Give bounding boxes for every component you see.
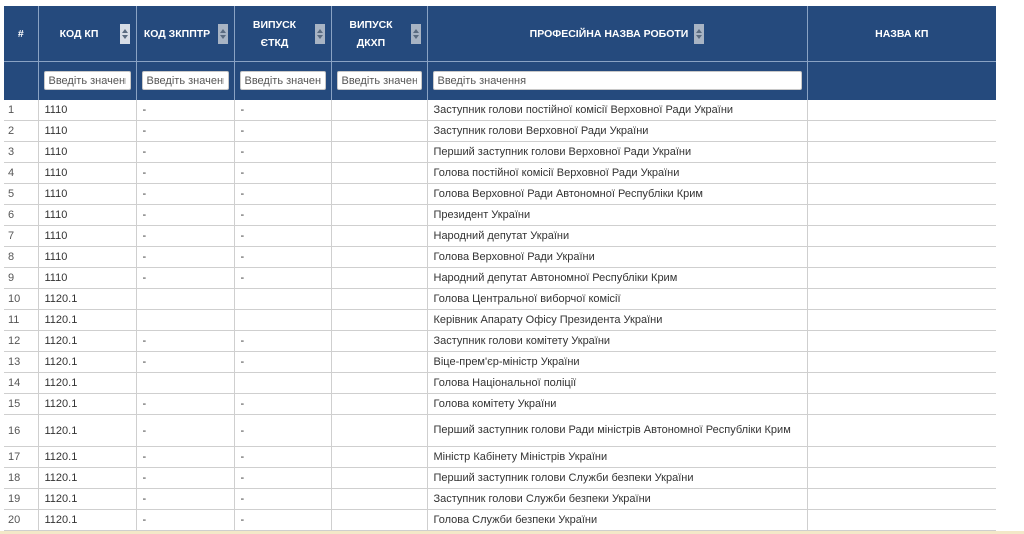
table-row[interactable]	[4, 510, 996, 531]
cell-vypusk-etkd: -	[234, 468, 331, 489]
header-kod-zkpptr-label: КОД ЗКППТР	[143, 27, 211, 40]
cell-num: 2	[4, 121, 38, 142]
cell-kod-kp: 1120.1	[38, 289, 136, 310]
table-body	[4, 100, 996, 531]
cell-kod-kp: 1110	[38, 142, 136, 163]
cell-kod-kp: 1120.1	[38, 310, 136, 331]
cell-kod-zkpptr: -	[136, 447, 234, 468]
cell-nazva-kp	[807, 100, 996, 121]
cell-vypusk-dkhp	[331, 142, 427, 163]
cell-num: 14	[4, 373, 38, 394]
sort-icon[interactable]	[218, 24, 228, 44]
cell-vypusk-dkhp	[331, 447, 427, 468]
cell-vypusk-etkd: -	[234, 394, 331, 415]
cell-vypusk-etkd: -	[234, 184, 331, 205]
cell-kod-kp: 1120.1	[38, 352, 136, 373]
cell-kod-kp: 1110	[38, 226, 136, 247]
cell-kod-zkpptr: -	[136, 100, 234, 121]
filter-cell-num	[4, 62, 38, 100]
filter-cell-nazva-kp	[807, 62, 996, 100]
cell-vypusk-etkd: -	[234, 142, 331, 163]
cell-vypusk-etkd: -	[234, 415, 331, 447]
cell-kod-kp: 1110	[38, 121, 136, 142]
cell-vypusk-etkd: -	[234, 447, 331, 468]
cell-num: 19	[4, 489, 38, 510]
cell-vypusk-etkd: -	[234, 489, 331, 510]
table-row[interactable]	[4, 268, 996, 289]
table-row[interactable]	[4, 331, 996, 352]
table-container	[4, 6, 996, 531]
cell-kod-kp: 1120.1	[38, 331, 136, 352]
cell-kod-zkpptr: -	[136, 352, 234, 373]
filter-cell-profession	[427, 62, 807, 100]
cell-num: 11	[4, 310, 38, 331]
cell-kod-kp: 1120.1	[38, 510, 136, 531]
filter-profession-input[interactable]	[433, 71, 802, 90]
cell-num: 16	[4, 415, 38, 447]
cell-profession: Народний депутат України	[427, 226, 807, 247]
filter-kod-kp-input[interactable]	[44, 71, 131, 90]
cell-nazva-kp	[807, 142, 996, 163]
table-row[interactable]	[4, 100, 996, 121]
cell-nazva-kp	[807, 226, 996, 247]
cell-kod-kp: 1110	[38, 184, 136, 205]
cell-vypusk-dkhp	[331, 205, 427, 226]
cell-kod-kp: 1120.1	[38, 394, 136, 415]
cell-vypusk-etkd: -	[234, 331, 331, 352]
cell-vypusk-dkhp	[331, 289, 427, 310]
cell-kod-zkpptr: -	[136, 489, 234, 510]
cell-kod-zkpptr: -	[136, 415, 234, 447]
cell-kod-zkpptr: -	[136, 394, 234, 415]
cell-nazva-kp	[807, 394, 996, 415]
cell-nazva-kp	[807, 331, 996, 352]
cell-vypusk-dkhp	[331, 394, 427, 415]
cell-profession: Голова постійної комісії Верховної Ради України	[427, 163, 807, 184]
cell-nazva-kp	[807, 352, 996, 373]
cell-vypusk-dkhp	[331, 100, 427, 121]
header-kod-kp[interactable]	[38, 6, 136, 62]
cell-vypusk-dkhp	[331, 331, 427, 352]
cell-vypusk-dkhp	[331, 510, 427, 531]
cell-vypusk-dkhp	[331, 468, 427, 489]
header-kod-kp-label: КОД КП	[59, 27, 99, 40]
cell-num: 8	[4, 247, 38, 268]
cell-vypusk-dkhp	[331, 163, 427, 184]
cell-kod-kp: 1110	[38, 163, 136, 184]
cell-vypusk-dkhp	[331, 310, 427, 331]
table-row[interactable]	[4, 226, 996, 247]
cell-vypusk-dkhp	[331, 373, 427, 394]
cell-kod-kp: 1110	[38, 247, 136, 268]
filter-vypusk-etkd-input[interactable]	[240, 71, 326, 90]
cell-kod-zkpptr: -	[136, 184, 234, 205]
header-vypusk-etkd-label: ВИПУСК ЄТКД	[252, 18, 297, 49]
table-row[interactable]	[4, 373, 996, 394]
cell-profession: Голова Національної поліції	[427, 373, 807, 394]
cell-kod-kp: 1120.1	[38, 373, 136, 394]
cell-num: 17	[4, 447, 38, 468]
cell-vypusk-etkd: -	[234, 226, 331, 247]
cell-kod-kp: 1120.1	[38, 468, 136, 489]
cell-kod-zkpptr: -	[136, 163, 234, 184]
cell-profession: Перший заступник голови Верховної Ради України	[427, 142, 807, 163]
cell-kod-kp: 1120.1	[38, 415, 136, 447]
cell-profession: Президент України	[427, 205, 807, 226]
cell-num: 12	[4, 331, 38, 352]
cell-profession: Голова Служби безпеки України	[427, 510, 807, 531]
table-row[interactable]	[4, 205, 996, 226]
filter-row	[4, 62, 996, 100]
occupations-table	[4, 6, 996, 531]
cell-vypusk-dkhp	[331, 226, 427, 247]
cell-kod-zkpptr: -	[136, 468, 234, 489]
cell-vypusk-etkd	[234, 373, 331, 394]
table-row[interactable]	[4, 121, 996, 142]
header-kod-zkpptr[interactable]	[136, 6, 234, 62]
cell-kod-kp: 1110	[38, 205, 136, 226]
cell-kod-kp: 1110	[38, 100, 136, 121]
cell-vypusk-etkd: -	[234, 121, 331, 142]
cell-profession: Заступник голови Верховної Ради України	[427, 121, 807, 142]
cell-nazva-kp	[807, 268, 996, 289]
cell-num: 15	[4, 394, 38, 415]
cell-kod-zkpptr	[136, 289, 234, 310]
cell-kod-zkpptr: -	[136, 247, 234, 268]
sort-icon[interactable]	[694, 24, 704, 44]
filter-kod-zkpptr-input[interactable]	[142, 71, 229, 90]
cell-vypusk-etkd: -	[234, 247, 331, 268]
cell-profession: Керівник Апарату Офісу Президента України	[427, 310, 807, 331]
cell-nazva-kp	[807, 289, 996, 310]
cell-profession: Заступник голови комітету України	[427, 331, 807, 352]
cell-nazva-kp	[807, 247, 996, 268]
cell-kod-kp: 1120.1	[38, 489, 136, 510]
cell-num: 20	[4, 510, 38, 531]
table-row[interactable]	[4, 184, 996, 205]
table-row[interactable]	[4, 468, 996, 489]
cell-num: 18	[4, 468, 38, 489]
header-profession-label: ПРОФЕСІЙНА НАЗВА РОБОТИ	[529, 27, 689, 40]
cell-nazva-kp	[807, 415, 996, 447]
cell-kod-kp: 1120.1	[38, 447, 136, 468]
sort-icon[interactable]	[120, 24, 130, 44]
header-vypusk-etkd[interactable]	[234, 6, 331, 62]
cell-profession: Заступник голови Служби безпеки України	[427, 489, 807, 510]
cell-nazva-kp	[807, 121, 996, 142]
cell-kod-zkpptr: -	[136, 510, 234, 531]
cell-profession: Голова Центральної виборчої комісії	[427, 289, 807, 310]
cell-num: 6	[4, 205, 38, 226]
cell-vypusk-etkd	[234, 310, 331, 331]
cell-vypusk-dkhp	[331, 352, 427, 373]
cell-nazva-kp	[807, 205, 996, 226]
cell-profession: Міністр Кабінету Міністрів України	[427, 447, 807, 468]
cell-kod-zkpptr: -	[136, 205, 234, 226]
header-num-label: #	[17, 27, 24, 40]
cell-vypusk-dkhp	[331, 247, 427, 268]
filter-cell-kod-zkpptr	[136, 62, 234, 100]
header-nazva-kp[interactable]	[807, 6, 996, 62]
cell-kod-zkpptr: -	[136, 331, 234, 352]
table-row[interactable]	[4, 142, 996, 163]
cell-vypusk-etkd: -	[234, 352, 331, 373]
cell-kod-zkpptr: -	[136, 226, 234, 247]
cell-kod-zkpptr: -	[136, 268, 234, 289]
filter-cell-vypusk-etkd	[234, 62, 331, 100]
header-profession[interactable]	[427, 6, 807, 62]
cell-num: 1	[4, 100, 38, 121]
cell-vypusk-etkd: -	[234, 510, 331, 531]
cell-vypusk-etkd: -	[234, 268, 331, 289]
header-nazva-kp-label: НАЗВА КП	[875, 27, 929, 40]
filter-cell-vypusk-dkhp	[331, 62, 427, 100]
cell-kod-zkpptr: -	[136, 121, 234, 142]
table-row[interactable]	[4, 447, 996, 468]
table-row[interactable]	[4, 489, 996, 510]
table-row[interactable]	[4, 310, 996, 331]
cell-nazva-kp	[807, 510, 996, 531]
cell-num: 10	[4, 289, 38, 310]
cell-vypusk-dkhp	[331, 415, 427, 447]
header-vypusk-dkhp[interactable]	[331, 6, 427, 62]
header-vypusk-dkhp-label: ВИПУСК ДКХП	[349, 18, 393, 49]
header-num	[4, 6, 38, 62]
cell-vypusk-dkhp	[331, 268, 427, 289]
cell-vypusk-dkhp	[331, 121, 427, 142]
cell-kod-zkpptr	[136, 310, 234, 331]
cell-nazva-kp	[807, 310, 996, 331]
cell-kod-zkpptr: -	[136, 142, 234, 163]
cell-nazva-kp	[807, 447, 996, 468]
sort-icon[interactable]	[315, 24, 325, 44]
cell-profession: Віце-прем'єр-міністр України	[427, 352, 807, 373]
table-row[interactable]	[4, 289, 996, 310]
cell-num: 13	[4, 352, 38, 373]
cell-vypusk-etkd: -	[234, 100, 331, 121]
cell-profession: Народний депутат Автономної Республіки Крим	[427, 268, 807, 289]
cell-vypusk-etkd: -	[234, 163, 331, 184]
cell-vypusk-etkd: -	[234, 205, 331, 226]
filter-cell-kod-kp	[38, 62, 136, 100]
cell-nazva-kp	[807, 489, 996, 510]
cell-num: 3	[4, 142, 38, 163]
cell-nazva-kp	[807, 373, 996, 394]
header-row	[4, 6, 996, 62]
filter-vypusk-dkhp-input[interactable]	[337, 71, 422, 90]
cell-kod-kp: 1110	[38, 268, 136, 289]
table-row[interactable]	[4, 247, 996, 268]
cell-profession: Голова Верховної Ради України	[427, 247, 807, 268]
cell-kod-zkpptr	[136, 373, 234, 394]
cell-num: 9	[4, 268, 38, 289]
table-row[interactable]	[4, 394, 996, 415]
cell-profession: Перший заступник голови Служби безпеки України	[427, 468, 807, 489]
cell-vypusk-dkhp	[331, 489, 427, 510]
cell-profession: Голова Верховної Ради Автономної Республіки Крим	[427, 184, 807, 205]
table-row[interactable]	[4, 163, 996, 184]
cell-num: 7	[4, 226, 38, 247]
cell-vypusk-dkhp	[331, 184, 427, 205]
table-row[interactable]	[4, 352, 996, 373]
sort-icon[interactable]	[411, 24, 421, 44]
cell-nazva-kp	[807, 184, 996, 205]
cell-num: 5	[4, 184, 38, 205]
cell-profession: Заступник голови постійної комісії Верховної Ради України	[427, 100, 807, 121]
cell-profession: Голова комітету України	[427, 394, 807, 415]
cell-nazva-kp	[807, 468, 996, 489]
cell-num: 4	[4, 163, 38, 184]
table-row[interactable]	[4, 415, 996, 447]
cell-profession: Перший заступник голови Ради міністрів Автономної Республіки Крим	[427, 415, 807, 447]
cell-vypusk-etkd	[234, 289, 331, 310]
cell-nazva-kp	[807, 163, 996, 184]
